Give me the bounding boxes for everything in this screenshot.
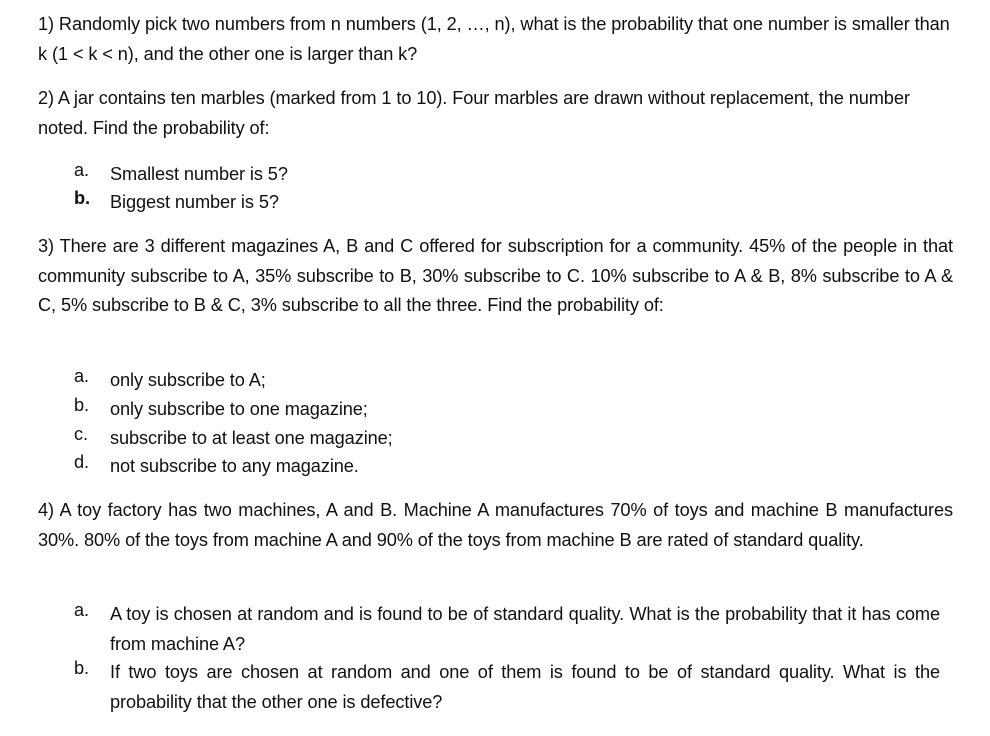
list-item-text: If two toys are chosen at random and one of them is found to be of standard quality. What is the probability that the other one is defective? xyxy=(110,662,940,712)
list-marker: a. xyxy=(74,366,89,386)
list-marker: a. xyxy=(74,600,89,620)
list-item-text: subscribe to at least one magazine; xyxy=(110,428,393,448)
list-marker: b. xyxy=(74,658,89,678)
list-marker: b. xyxy=(74,188,90,208)
list-item-text: not subscribe to any magazine. xyxy=(110,456,359,476)
list-item-text: A toy is chosen at random and is found to be of standard quality. What is the probability that it has come from machine A? xyxy=(110,604,940,654)
list-marker: b. xyxy=(74,395,89,415)
question-4-text: 4) A toy factory has two machines, A and B. Machine A manufactures 70% of toys and machine B manufactures 30%. 80% of the toys from machine A and 90% of the toys from machine B are rated of standard quality. xyxy=(38,500,953,550)
list-item-text: only subscribe to one magazine; xyxy=(110,399,368,419)
list-marker: d. xyxy=(74,452,89,472)
question-3-text: 3) There are 3 different magazines A, B and C offered for subscription for a community. 45% of the people in that community subscribe to A, 35% subscribe to B, 30% subscribe to C. 10% subscribe to A & B, 8% subscribe to A & C, 5% subscribe to B & C, 3% subscribe to all the three. Find the probability of: xyxy=(38,236,953,315)
list-marker: a. xyxy=(74,160,89,180)
list-item-text: Smallest number is 5? xyxy=(110,164,288,184)
list-item-text: only subscribe to A; xyxy=(110,370,266,390)
question-2-text: 2) A jar contains ten marbles (marked from 1 to 10). Four marbles are drawn without replacement, the number noted. Find the probability of: xyxy=(38,88,910,138)
list-marker: c. xyxy=(74,424,88,444)
list-item-text: Biggest number is 5? xyxy=(110,192,279,212)
question-1-text: 1) Randomly pick two numbers from n numbers (1, 2, …, n), what is the probability that one number is smaller than k (1 < k < n), and the other one is larger than k? xyxy=(38,14,950,64)
